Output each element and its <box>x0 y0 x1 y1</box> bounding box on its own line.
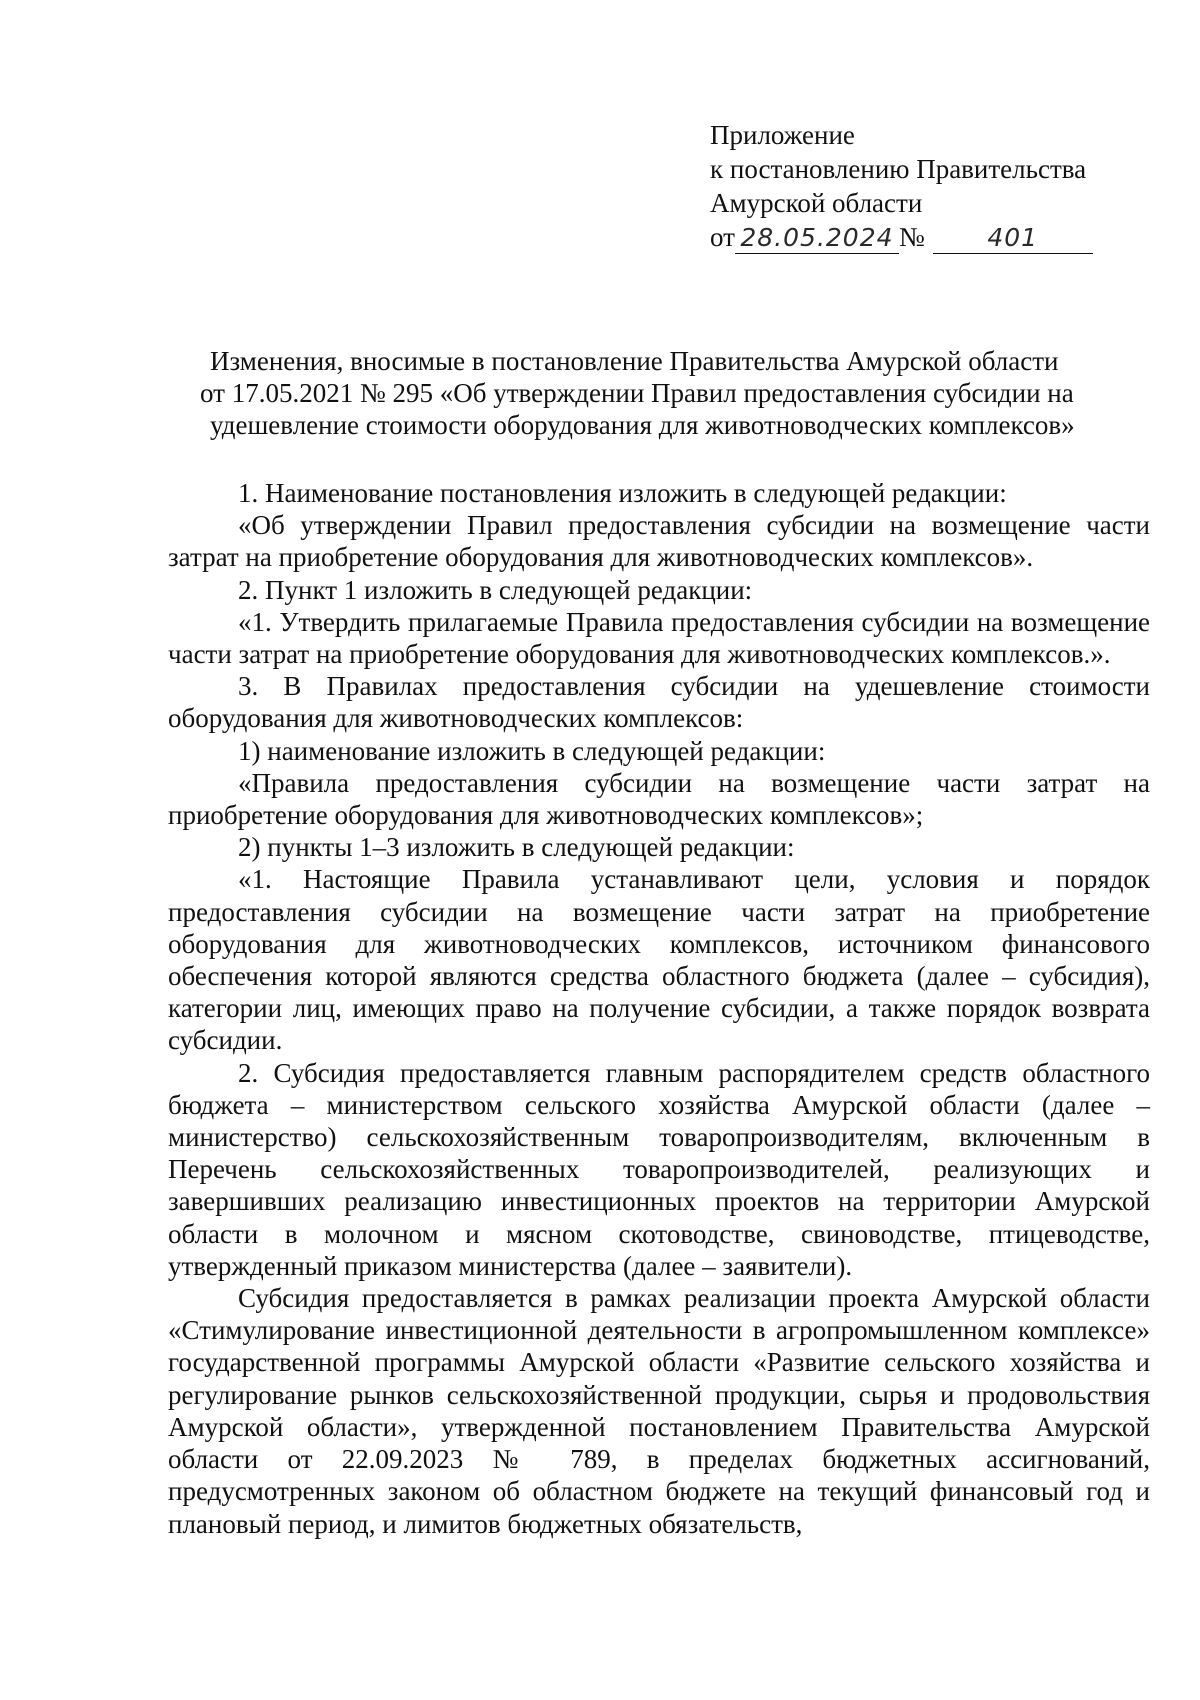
paragraph: 1. Наименование постановления изложить в следующей редакции: <box>238 478 1007 508</box>
paragraph: 3. В Правилах предоставления субсидии на удешевление стоимости оборудования для животноводческих комплексов: <box>168 671 1150 734</box>
paragraph: «1. Настоящие Правила устанавливают цели, условия и порядок предоставления субсидии на возмещение части затрат на приобретение оборудования для животноводческих комплексов, источником финансового обеспечения которой являются средства областного бюджета (далее – субсидия), категории лиц, имеющих право на получение субсидии, а также порядок возврата субсидии. <box>168 864 1150 1056</box>
title-line: Изменения, вносимые в постановление Правительства Амурской области <box>210 346 1059 376</box>
title-line: от 17.05.2021 № 295 «Об утверждении Правил предоставления субсидии на <box>200 378 1074 408</box>
paragraph: 2. Субсидия предоставляется главным распорядителем средств областного бюджета – министерством сельского хозяйства Амурской области (далее – министерство) сельскохозяйственным товаропроизводителям, включенным в Перечень сельскохозяйственных товаропроизводителей, реализующих и завершивших реализацию инвестиционных проектов на территории Амурской области в молочном и мясном скотоводстве, свиноводстве, птицеводстве, утвержденный приказом министерства (далее – заявители). <box>168 1057 1150 1281</box>
appendix-date-number <box>710 220 1130 254</box>
appendix-block <box>710 118 1130 254</box>
paragraph: «Правила предоставления субсидии на возмещение части затрат на приобретение оборудования для животноводческих комплексов»; <box>168 767 1150 831</box>
paragraph: «1. Утвердить прилагаемые Правила предоставления субсидии на возмещение части затрат на приобретение оборудования для животноводческих комплексов.». <box>168 606 1150 670</box>
title-line: удешевление стоимости оборудования для животноводческих комплексов» <box>210 410 1075 440</box>
appendix-heading: Приложение <box>710 120 855 150</box>
document-body <box>168 477 1150 1540</box>
paragraph: «Об утверждении Правил предоставления субсидии на возмещение части затрат на приобретение оборудования для животноводческих комплексов». <box>168 510 1150 573</box>
paragraph: Субсидия предоставляется в рамках реализации проекта Амурской области «Стимулирование инвестиционной деятельности в агропромышленном комплексе» государственной программы Амурской области «Развитие сельского хозяйства и регулирование рынков сельскохозяйственной продукции, сырья и продовольствия Амурской области», утвержденной постановлением Правительства Амурской области от 22.09.2023 № 789, в пределах бюджетных ассигнований, предусмотренных законом об областном бюджете на текущий финансовый год и плановый период, и лимитов бюджетных обязательств, <box>168 1283 1150 1539</box>
appendix-reference: к постановлению Правительства <box>710 154 1087 184</box>
handwritten-date: 28.05.2024 <box>735 223 899 254</box>
paragraph: 2. Пункт 1 изложить в следующей редакции: <box>238 574 753 605</box>
paragraph: 2) пункты 1–3 изложить в следующей редакции: <box>238 832 795 863</box>
document-title <box>200 345 1150 441</box>
appendix-region: Амурской области <box>710 188 923 218</box>
handwritten-number: 401 <box>933 223 1093 254</box>
paragraph: 1) наименование изложить в следующей редакции: <box>238 735 826 766</box>
date-prefix: от <box>710 222 735 252</box>
number-sign: № <box>898 222 925 252</box>
